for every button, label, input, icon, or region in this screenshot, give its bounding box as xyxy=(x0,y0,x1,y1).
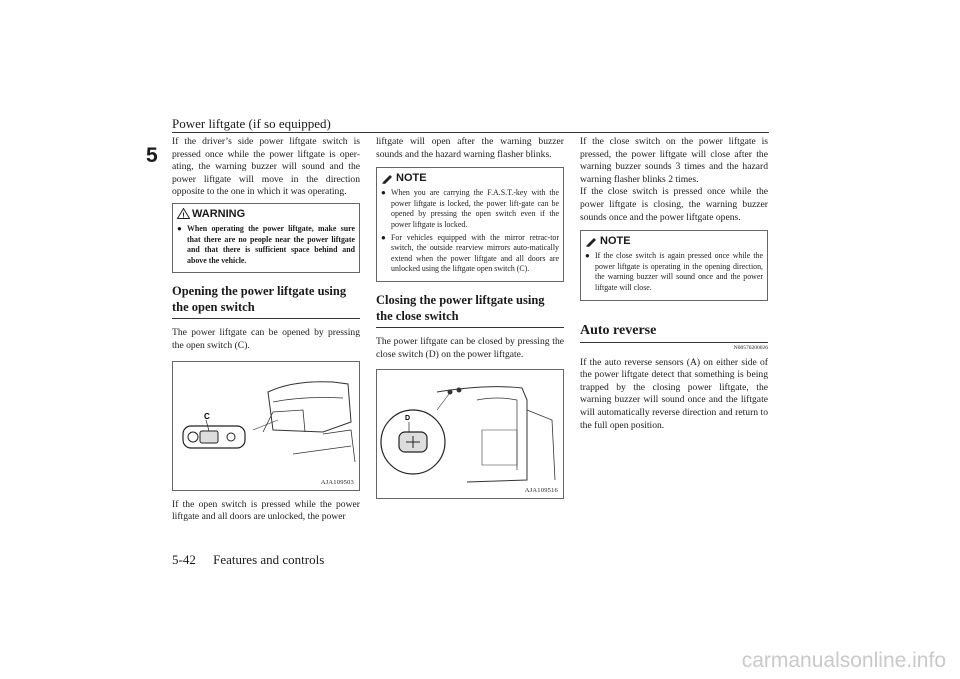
note-pencil-icon xyxy=(585,236,598,247)
header-rule xyxy=(172,132,769,133)
bullet-dot-icon: ● xyxy=(177,223,182,233)
liftgate-close-switch-illustration xyxy=(377,370,564,498)
figure-close-switch xyxy=(376,369,564,499)
note-label: NOTE xyxy=(600,235,631,248)
column-1 xyxy=(172,136,360,524)
note-heading xyxy=(585,234,763,248)
note-bullet-text: For vehicles equipped with the mirror retrac-tor switch, the outside rearview mirrors auto-matically extend when the power liftgate and all doors are unlocked using the liftgate open switch (C). xyxy=(391,232,559,274)
column-3 xyxy=(580,136,768,432)
page-footer xyxy=(172,552,338,568)
section-title-open-switch: Opening the power liftgate using the open switch xyxy=(172,283,360,319)
note-bullet xyxy=(585,251,763,293)
note-bullet xyxy=(381,233,559,275)
section-title-auto-reverse: Auto reverse xyxy=(580,323,768,343)
warning-label: WARNING xyxy=(192,207,246,220)
close-reverse-paragraph: If the close switch is pressed once while the power liftgate is closing, the warning buzzer sounds once and the power liftgate opens. xyxy=(580,186,768,223)
document-code: N00576200026 xyxy=(733,344,768,351)
close-switch-paragraph: The power liftgate can be closed by pressing the close switch (D) on the power liftgate. xyxy=(376,335,564,360)
warning-triangle-icon xyxy=(177,208,190,219)
warning-bullet xyxy=(177,224,355,266)
continued-paragraph: liftgate will open after the warning buzzer sounds and the hazard warning flasher blinks. xyxy=(376,136,564,160)
warning-box xyxy=(172,203,360,273)
bullet-dot-icon: ● xyxy=(381,188,386,198)
note-bullet xyxy=(381,188,559,230)
bullet-dot-icon: ● xyxy=(381,232,386,242)
figure-open-switch xyxy=(172,361,360,491)
callout-c: C xyxy=(204,411,210,421)
figure-code: AJA109503 xyxy=(320,478,354,486)
chapter-tab: 5 xyxy=(146,144,158,167)
svg-text:!: ! xyxy=(182,212,185,220)
watermark: carmanualsonline.info xyxy=(741,649,946,672)
open-switch-paragraph: The power liftgate can be opened by pressing the open switch (C). xyxy=(172,327,360,351)
note-pencil-icon xyxy=(381,173,394,184)
note-label: NOTE xyxy=(396,172,427,185)
bullet-dot-icon: ● xyxy=(585,251,590,261)
intro-paragraph: If the driver’s side power liftgate switch is pressed once while the power liftgate is oper-ating, the warning buzzer will sound and the power liftgate will move in the direction opposite to the one in which it was operating. xyxy=(172,136,360,198)
figure-code: AJA109516 xyxy=(524,487,558,495)
note-box xyxy=(376,167,564,282)
page-number: 5-42 xyxy=(172,552,196,567)
warning-bullet-text: When operating the power liftgate, make sure that there are no people near the power liftgate and that there is sufficient space behind and above the vehicle. xyxy=(187,223,355,265)
note-heading xyxy=(381,171,559,185)
note-bullet-text: If the close switch is again pressed once while the power liftgate is operating in the opening direction, the warning buzzer will sound once and the power liftgate will close. xyxy=(595,251,763,292)
liftgate-open-switch-illustration xyxy=(173,362,360,490)
note-bullet-text: When you are carrying the F.A.S.T.-key with the power liftgate is locked, the power lift-gate can be opened by pressing the open switch even if the power liftgate is locked. xyxy=(391,188,559,229)
callout-d: D xyxy=(405,415,411,423)
close-result-paragraph: If the close switch on the power liftgate is pressed, the power liftgate will close after the warning buzzer sounds 3 times and the hazard warning flasher blinks 2 times. xyxy=(580,136,768,185)
open-switch-followup: If the open switch is pressed while the power liftgate and all doors are unlocked, the power xyxy=(172,498,360,523)
footer-section: Features and controls xyxy=(213,552,325,567)
section-title-close-switch: Closing the power liftgate using the close switch xyxy=(376,292,564,328)
note-box xyxy=(580,230,768,300)
column-2 xyxy=(376,136,564,507)
auto-reverse-paragraph: If the auto reverse sensors (A) on either side of the power liftgate detect that something is being trapped by the closing power liftgate, the warning buzzer will sound once and the liftgate will automatically reverse direction and return to the full open position. xyxy=(580,356,768,431)
warning-heading xyxy=(177,207,355,221)
page-header-title: Power liftgate (if so equipped) xyxy=(172,116,331,131)
